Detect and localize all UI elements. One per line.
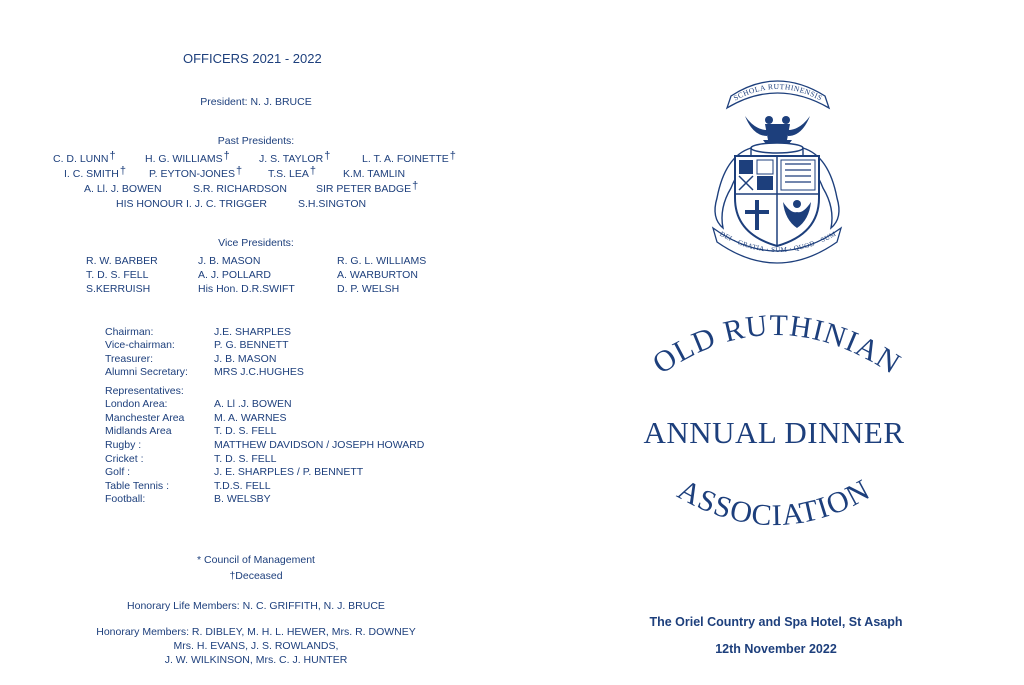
crest-bottom-motto: DEI · GRATIA · SUM · QUOD · SUM	[718, 229, 838, 255]
vice-president: R. W. BARBER	[86, 255, 158, 267]
crest-top-motto: SCHOLA RUTHINENSIS	[731, 81, 824, 103]
officer-name: MRS J.C.HUGHES	[214, 366, 304, 378]
representative-role: Midlands Area	[105, 425, 172, 437]
representative-name: T. D. S. FELL	[214, 425, 277, 437]
representative-name: B. WELSBY	[214, 493, 271, 505]
officers-title: OFFICERS 2021 - 2022	[183, 51, 322, 66]
vice-president: His Hon. D.R.SWIFT	[198, 283, 295, 295]
representative-role: Manchester Area	[105, 412, 185, 424]
past-presidents-heading: Past Presidents:	[217, 135, 295, 147]
honorary-members-line: J. W. WILKINSON, Mrs. C. J. HUNTER	[164, 654, 348, 666]
council-note: * Council of Management	[197, 554, 315, 566]
vice-president: A. J. POLLARD	[198, 269, 271, 281]
officer-role: Alumni Secretary:	[105, 366, 188, 378]
vice-presidents-heading: Vice Presidents:	[218, 237, 294, 249]
representative-role: Golf :	[105, 466, 131, 478]
officer-role: Chairman:	[105, 326, 154, 338]
past-president-entry: SIR PETER BADGE†	[316, 180, 419, 195]
deceased-note: †Deceased	[229, 570, 283, 582]
event-date: 12th November 2022	[715, 642, 837, 656]
representative-name: A. Ll .J. BOWEN	[214, 398, 292, 410]
representative-name: MATTHEW DAVIDSON / JOSEPH HOWARD	[214, 439, 425, 451]
past-president-entry: L. T. A. FOINETTE†	[362, 150, 456, 165]
vice-president: A. WARBURTON	[337, 269, 418, 281]
venue: The Oriel Country and Spa Hotel, St Asaph	[649, 615, 903, 629]
president: President: N. J. BRUCE	[200, 96, 312, 108]
past-president-entry: A. Ll. J. BOWEN	[84, 183, 162, 195]
past-president-entry: S.H.SINGTON	[298, 198, 367, 210]
officer-role: Vice-chairman:	[105, 339, 175, 351]
vice-president: J. B. MASON	[198, 255, 261, 267]
past-president-entry: T.S. LEA†	[268, 165, 316, 180]
representative-role: Table Tennis :	[105, 480, 170, 492]
crest-icon	[705, 78, 850, 268]
past-president-entry: H. G. WILLIAMS†	[145, 150, 230, 165]
past-president-entry: K.M. TAMLIN	[343, 168, 406, 180]
heading-block	[512, 300, 1024, 560]
heading-middle: ANNUAL DINNER	[643, 415, 905, 450]
officer-name: J. B. MASON	[214, 353, 277, 365]
honorary-life-members: Honorary Life Members: N. C. GRIFFITH, N. J. BRUCE	[127, 600, 385, 612]
officer-name: P. G. BENNETT	[214, 339, 289, 351]
honorary-members-line: Honorary Members: R. DIBLEY, M. H. L. HEWER, Mrs. R. DOWNEY	[96, 626, 416, 638]
officer-role: Treasurer:	[105, 353, 154, 365]
svg-text:OLD RUTHINIAN	[647, 309, 907, 381]
representatives-heading: Representatives:	[105, 385, 184, 397]
past-president-entry: C. D. LUNN†	[53, 150, 116, 165]
representative-role: Cricket :	[105, 453, 144, 465]
past-president-entry: J. S. TAYLOR†	[259, 150, 331, 165]
vice-president: D. P. WELSH	[337, 283, 400, 295]
vice-president: S.KERRUISH	[86, 283, 151, 295]
svg-text:ASSOCIATION	[672, 473, 876, 532]
vice-president: T. D. S. FELL	[86, 269, 149, 281]
honorary-members-line: Mrs. H. EVANS, J. S. ROWLANDS,	[173, 640, 339, 652]
representative-name: J. E. SHARPLES / P. BENNETT	[214, 466, 364, 478]
heading-top-arc: OLD RUTHINIAN	[646, 308, 907, 381]
officer-name: J.E. SHARPLES	[214, 326, 292, 338]
representative-role: London Area:	[105, 398, 168, 410]
representative-role: Football:	[105, 493, 146, 505]
representative-name: M. A. WARNES	[214, 412, 287, 424]
representative-name: T.D.S. FELL	[214, 480, 271, 492]
past-president-entry: S.R. RICHARDSON	[193, 183, 287, 195]
heading-bottom-arc: ASSOCIATION	[672, 473, 876, 533]
vice-president: R. G. L. WILLIAMS	[337, 255, 427, 267]
past-president-entry: P. EYTON-JONES†	[149, 165, 243, 180]
representative-role: Rugby :	[105, 439, 142, 451]
representative-name: T. D. S. FELL	[214, 453, 277, 465]
past-president-entry: HIS HONOUR I. J. C. TRIGGER	[116, 198, 267, 210]
past-president-entry: I. C. SMITH†	[64, 165, 126, 180]
